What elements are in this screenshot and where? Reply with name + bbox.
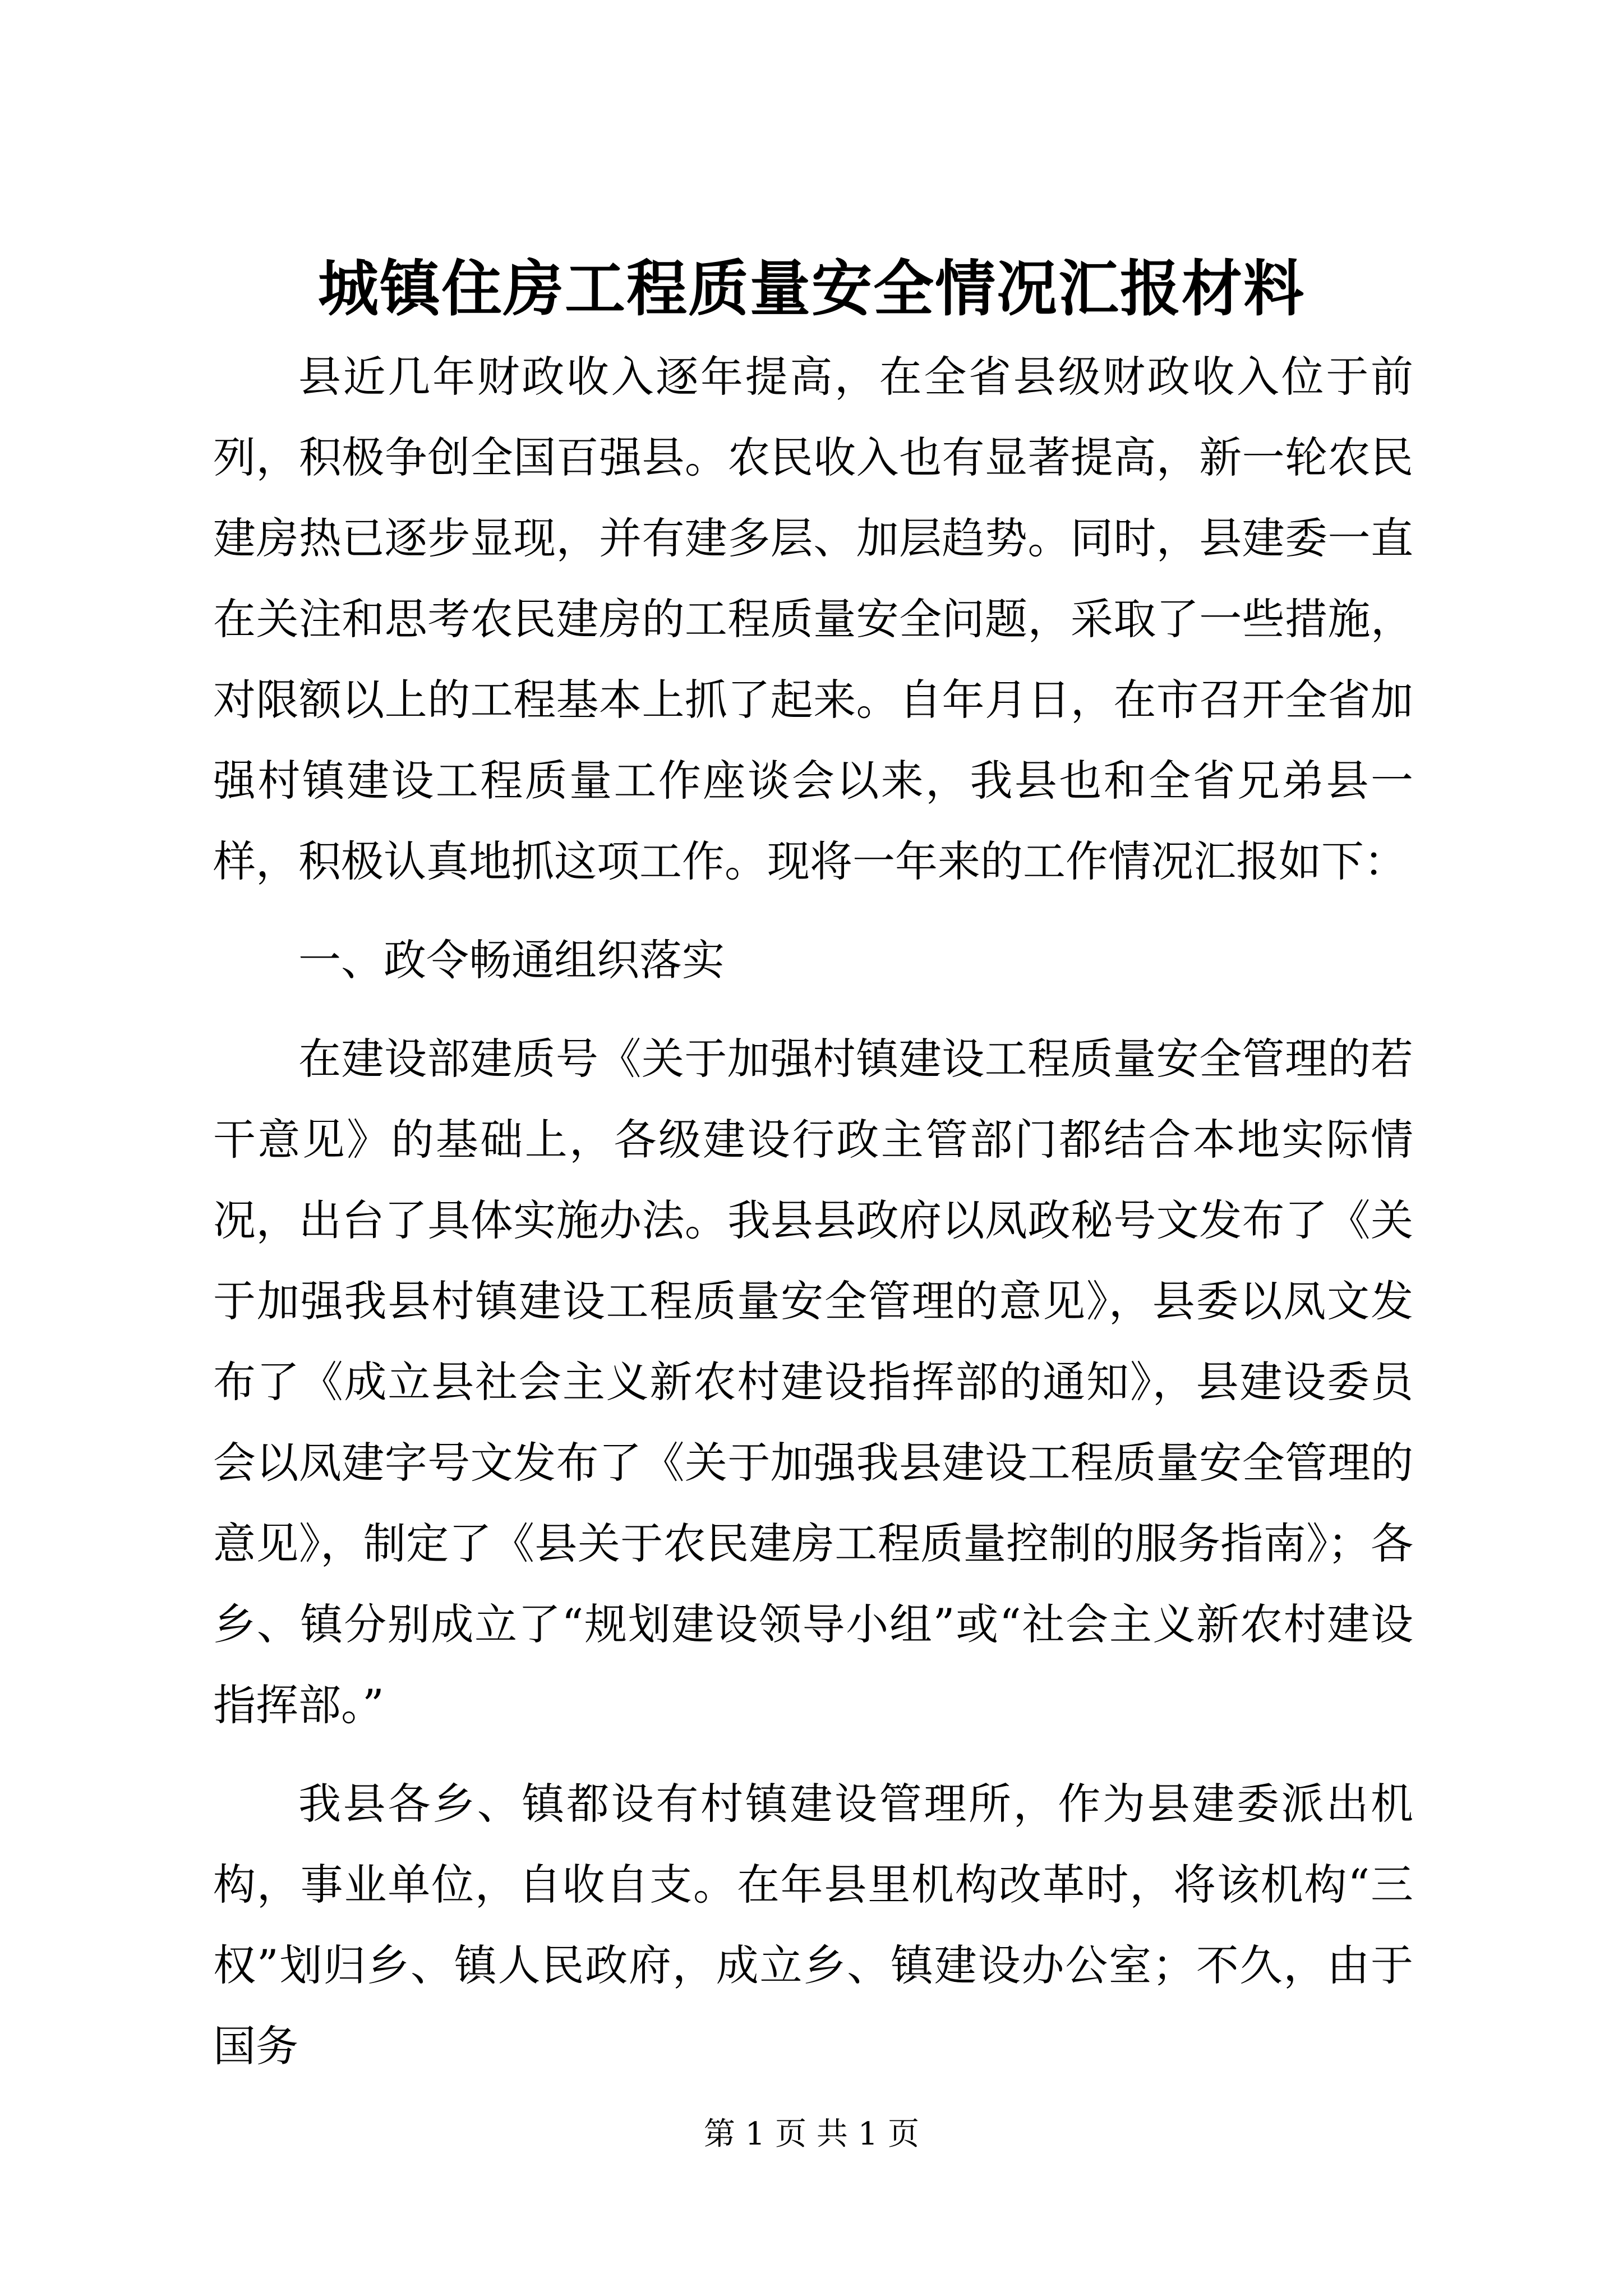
- paragraph-intro: 县近几年财政收入逐年提高，在全省县级财政收入位于前列，积极争创全国百强县。农民收入也有显著提高，新一轮农民建房热已逐步显现，并有建多层、加层趋势。同时，县建委一直在关注和思考农民建房的工程质量安全问题，采取了一些措施，对限额以上的工程基本上抓了起来。自年月日，在市召开全省加强村镇建设工程质量工作座谈会以来，我县也和全省兄弟县一样，积极认真地抓这项工作。现将一年来的工作情况汇报如下：: [213, 352, 1413, 886]
- document-body: [213, 337, 1413, 2087]
- paragraph-policy: 在建设部建质号《关于加强村镇建设工程质量安全管理的若干意见》的基础上，各级建设行政主管部门都结合本地实际情况，出台了具体实施办法。我县县政府以凤政秘号文发布了《关于加强我县村镇建设工程质量安全管理的意见》，县委以凤文发布了《成立县社会主义新农村建设指挥部的通知》，县建设委员会以凤建字号文发布了《关于加强我县建设工程质量安全管理的意见》，制定了《县关于农民建房工程质量控制的服务指南》；各乡、镇分别成立了“规划建设领导小组”或“社会主义新农村建设指挥部。”: [213, 1034, 1413, 1730]
- document-title: 城镇住房工程质量安全情况汇报材料: [317, 254, 1305, 324]
- section-heading: 一、政令畅通组织落实: [298, 935, 725, 985]
- page-footer: 第 1 页 共 1 页: [703, 2116, 920, 2152]
- paragraph-organization: 我县各乡、镇都设有村镇建设管理所，作为县建委派出机构，事业单位，自收自支。在年县里机构改革时，将该机构“三权”划归乡、镇人民政府，成立乡、镇建设办公室；不久，由于国务: [213, 1779, 1413, 2071]
